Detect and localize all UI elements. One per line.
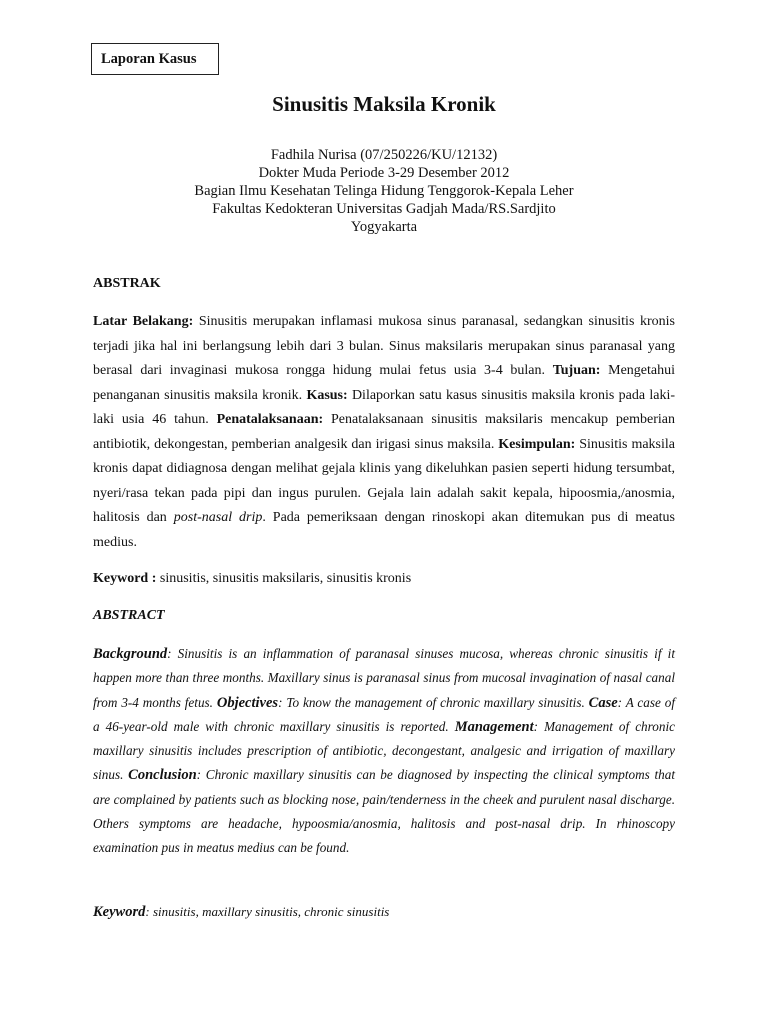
conclusion-label: Conclusion	[128, 767, 197, 784]
author-city: Yogyakarta	[350, 219, 418, 235]
abstrak-end-text: . Pada pemeriksaan dengan rinoskopi akan ditemukan pus di meatus medius.	[93, 510, 675, 550]
abstrak-heading: ABSTRAK	[93, 276, 161, 291]
background-label: Background	[93, 646, 168, 662]
kasus-text: Dilaporkan satu kasus sinusitis maksila kronis pada laki-laki usia 46 tahun.	[93, 387, 675, 427]
postnasal-term: post-nasal drip	[173, 510, 263, 525]
keyword-id	[93, 571, 411, 587]
case-label: Case	[588, 694, 618, 711]
case-text: : A case of a 46-year-old male with chronic maxillary sinusitis is reported.	[93, 694, 675, 734]
keyword-id-text: sinusitis, sinusitis maksilaris, sinusitis kronis	[156, 571, 412, 586]
objectives-label: Objectives	[216, 694, 279, 711]
kasus-label: Kasus:	[306, 387, 348, 403]
author-department: Bagian Ilmu Kesehatan Telinga Hidung Tenggorok-Kepala Leher	[194, 183, 574, 199]
keyword-en	[93, 904, 389, 921]
author-block	[0, 146, 768, 236]
background-text: : Sinusitis is an inflammation of paranasal sinuses mucosa, whereas chronic sinusitis if it happen more than three months. Maxillary sinus is paranasal sinus from mucosal invagination of nasal canal from 3-4 months fetus.	[93, 646, 675, 710]
conclusion-text: : Chronic maxillary sinusitis can be diagnosed by inspecting the clinical symptoms that are complained by patients such as blocking nose, pain/tenderness in the cheek and purulent nasal discharge. Others symptoms are headache, hypoosmia/anosmia, halitosis and post-nasal drip. In rhinoscopy examination pus in meatus medius can be found.	[93, 767, 675, 856]
management-text: : Management of chronic maxillary sinusitis includes prescription of antibiotic, decongestant, analgesic and irrigation of maxillary sinus.	[93, 718, 676, 783]
report-type-box	[91, 43, 219, 75]
report-type-label: Laporan Kasus	[101, 51, 197, 67]
management-label: Management	[454, 718, 534, 735]
author-faculty: Fakultas Kedokteran Universitas Gadjah Mada/RS.Sardjito	[212, 201, 556, 217]
penatalaksanaan-label: Penatalaksanaan:	[216, 412, 324, 427]
kesimpulan-text: Sinusitis maksila kronis dapat didiagnosa dengan melihat gejala klinis yang dikeluhkan pasien seperti hidung tersumbat, nyeri/rasa tekan pada pipi dan ingus purulen. Gejala lain adalah sakit kepala, hipoosmia,/anosmia, halitosis dan	[93, 436, 675, 525]
abstract-heading: ABSTRACT	[93, 608, 165, 623]
penatalaksanaan-text: Penatalaksanaan sinusitis maksilaris mencakup pemberian antibiotik, dekongestan, pemberian analgesik dan irigasi sinus maksila.	[93, 412, 676, 452]
tujuan-text: Mengetahui penanganan sinusitis maksila kronik.	[93, 363, 676, 403]
kesimpulan-label: Kesimpulan:	[498, 436, 576, 452]
paper-title: Sinusitis Maksila Kronik	[272, 92, 496, 116]
abstract-paragraph	[93, 642, 675, 861]
keyword-id-label: Keyword :	[93, 571, 157, 586]
author-name: Fadhila Nurisa (07/250226/KU/12132)	[270, 147, 498, 163]
abstrak-paragraph	[93, 310, 675, 555]
author-period: Dokter Muda Periode 3-29 Desember 2012	[258, 165, 510, 181]
latar-label: Latar Belakang:	[93, 314, 194, 329]
keyword-en-text: : sinusitis, maxillary sinusitis, chronic sinusitis	[145, 904, 390, 919]
tujuan-label: Tujuan:	[552, 363, 601, 378]
objectives-text: : To know the management of chronic maxillary sinusitis.	[278, 694, 589, 710]
keyword-en-label: Keyword	[93, 904, 146, 920]
latar-text: Sinusitis merupakan inflamasi mukosa sinus paranasal, sedangkan sinusitis kronis terjadi jika hal ini berlangsung lebih dari 3 bulan. Sinus maksilaris merupakan sinus paranasal yang berasal dari invaginasi mukosa rongga hidung mulai fetus usia 3-4 bulan.	[93, 314, 676, 378]
